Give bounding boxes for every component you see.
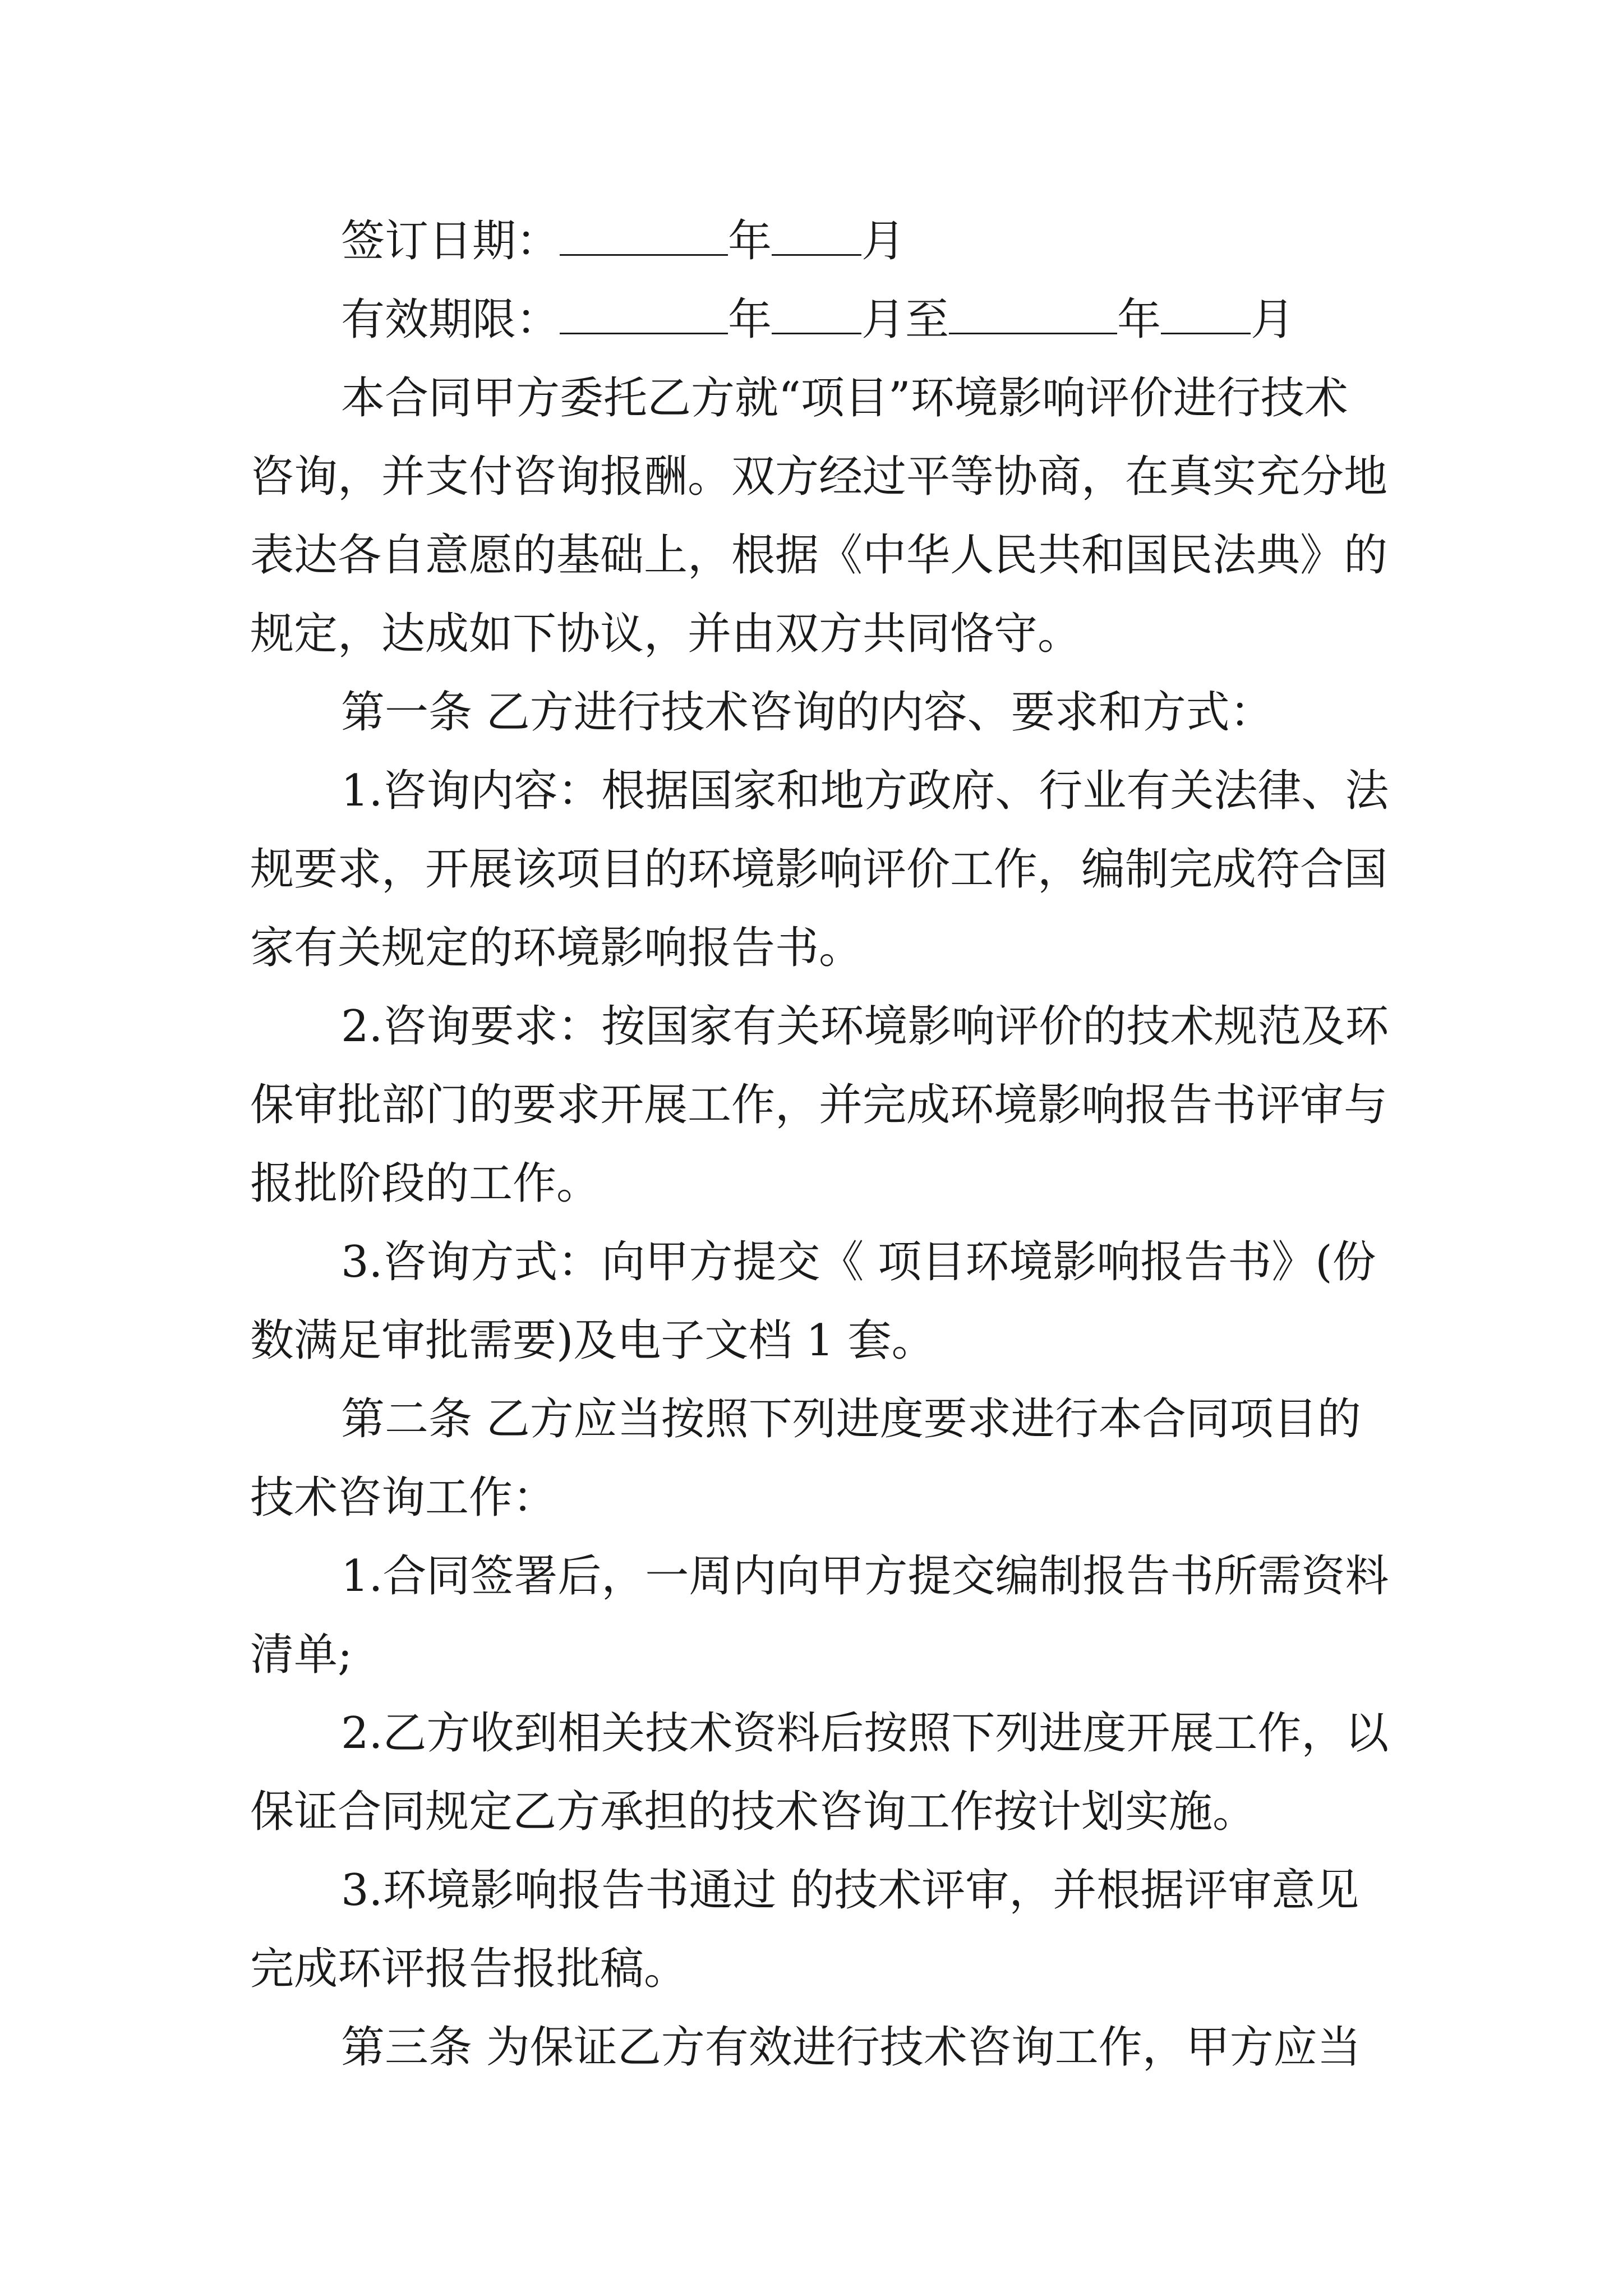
end-year-blank xyxy=(949,298,1117,334)
article-heading: 第二条 乙方应当按照下列进度要求进行本合同项目的 xyxy=(341,1394,1361,1444)
text-line: 技术咨询工作： xyxy=(250,1473,557,1523)
text-line: 保审批部门的要求开展工作，并完成环境影响报告书评审与 xyxy=(250,1080,1388,1130)
year-blank xyxy=(560,219,728,256)
signing-date-label: 签订日期： xyxy=(341,216,560,266)
text-line: 表达各自意愿的基础上，根据《中华人民共和国民法典》的 xyxy=(250,530,1388,581)
start-month-blank xyxy=(772,298,861,334)
year-char: 年 xyxy=(728,216,772,266)
text-line: 清单; xyxy=(250,1630,353,1680)
signing-date-line xyxy=(341,213,905,269)
text-line: 规要求，开展该项目的环境影响评价工作，编制完成符合国 xyxy=(250,844,1388,895)
end-month-blank xyxy=(1161,298,1251,334)
month-blank xyxy=(772,219,861,256)
end-month-char: 月 xyxy=(1251,295,1295,345)
start-month-to: 月至 xyxy=(861,295,949,345)
article-heading: 第三条 为保证乙方有效进行技术咨询工作，甲方应当 xyxy=(341,2022,1361,2073)
text-line: 2.咨询要求：按国家有关环境影响评价的技术规范及环 xyxy=(341,1001,1389,1052)
text-line: 本合同甲方委托乙方就“项目”环境影响评价进行技术 xyxy=(341,373,1348,424)
text-line: 家有关规定的环境影响报告书。 xyxy=(250,923,863,973)
text-line: 咨询，并支付咨询报酬。双方经过平等协商，在真实充分地 xyxy=(250,452,1388,502)
text-line: 1.合同签署后，一周内向甲方提交编制报告书所需资料 xyxy=(341,1551,1389,1602)
month-char: 月 xyxy=(861,216,906,266)
end-year-char: 年 xyxy=(1117,295,1161,345)
text-line: 保证合同规定乙方承担的技术咨询工作按计划实施。 xyxy=(250,1787,1257,1837)
text-line: 2.乙方收到相关技术资料后按照下列进度开展工作，以 xyxy=(341,1708,1389,1759)
validity-label: 有效期限： xyxy=(341,295,560,345)
text-line: 3.咨询方式：向甲方提交《 项目环境影响报告书》(份 xyxy=(341,1237,1376,1287)
text-line: 1.咨询内容：根据国家和地方政府、行业有关法律、法 xyxy=(341,766,1389,816)
text-line: 规定，达成如下协议，并由双方共同恪守。 xyxy=(250,609,1082,659)
start-year-blank xyxy=(560,298,728,334)
text-line: 3.环境影响报告书通过 的技术评审，并根据评审意见 xyxy=(341,1865,1359,1916)
start-year-char: 年 xyxy=(728,295,772,345)
article-heading: 第一条 乙方进行技术咨询的内容、要求和方式： xyxy=(341,687,1274,738)
validity-period-line xyxy=(341,292,1294,348)
text-line: 报批阶段的工作。 xyxy=(250,1158,601,1209)
text-line: 完成环评报告报批稿。 xyxy=(250,1944,688,1994)
text-line: 数满足审批需要)及电子文档 1 套。 xyxy=(250,1315,935,1366)
